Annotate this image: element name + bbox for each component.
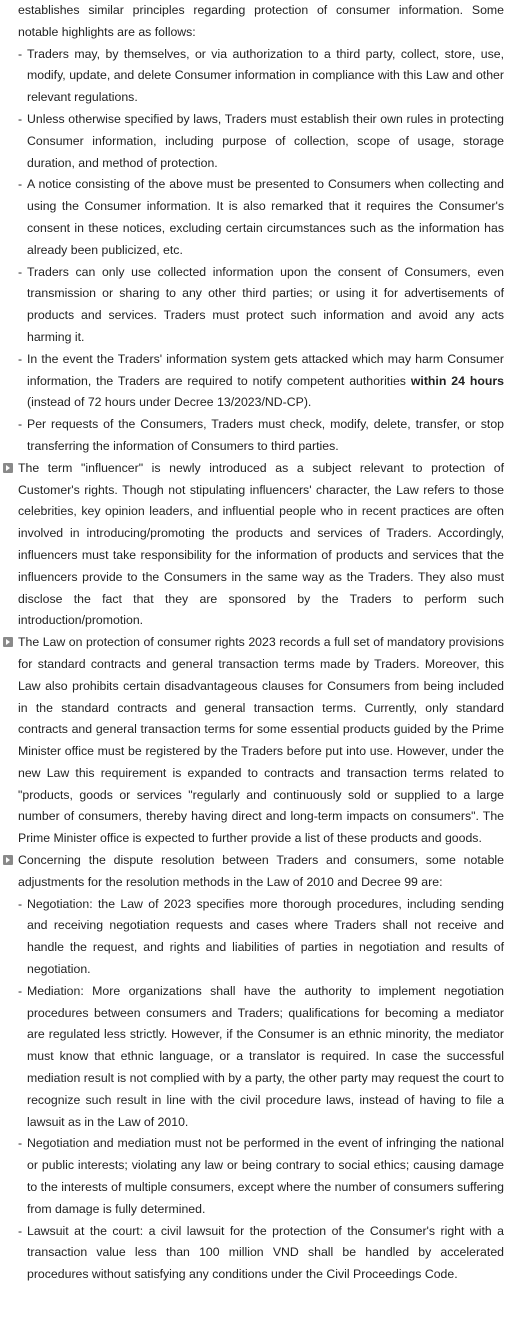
arrow-bullet-icon: [3, 463, 13, 473]
dispute-methods-list: [18, 894, 504, 1286]
arrow-bullet-icon: [3, 855, 13, 865]
dash-marker: -: [18, 264, 23, 279]
list-item-text: Mediation: More organizations shall have the authority to implement negotiation procedures between consumers and Traders; qualifications for becoming a mediator are regulated less strictly. However, if the Consumer is an ethnic minority, the mediator must know that ethnic language, or a translator is required. In case the successful mediation result is not complied with by a party, the other party may request the court to recognize such result in line with the civil procedure laws, instead of having to file a lawsuit as in the Law of 2010.: [27, 983, 504, 1129]
list-item: [18, 109, 504, 174]
intro-paragraph: establishes similar principles regarding protection of consumer information. Some notable highlights are as follows:: [18, 3, 504, 39]
dash-marker: -: [18, 46, 23, 61]
list-item-text: Traders can only use collected information upon the consent of Consumers, even transmission or sharing to any other third parties; or using it for advertisements of products and services. Traders must protect such information and avoid any acts harming it.: [27, 264, 504, 344]
dash-marker: -: [18, 983, 23, 998]
dash-marker: -: [18, 417, 23, 432]
dispute-section: [18, 850, 504, 894]
list-item-text: A notice consisting of the above must be presented to Consumers when collecting and using the Consumer information. It is also remarked that it requires the Consumer's consent in these notices, excluding certain circumstances such as the information has already been publicized, etc.: [27, 177, 504, 257]
list-item-text: Negotiation: the Law of 2023 specifies more thorough procedures, including sending and receiving negotiation requests and cases where Traders shall not receive and handle the request, and rights and liabilities of parties in negotiation and results of negotiation.: [27, 896, 504, 977]
dispute-paragraph: Concerning the dispute resolution between Traders and consumers, some notable adjustments for the resolution methods in the Law of 2010 and Decree 99 are:: [18, 853, 504, 889]
list-item-text: (instead of 72 hours under Decree 13/2023/ND-CP).: [27, 395, 312, 410]
contracts-paragraph: The Law on protection of consumer rights 2023 records a full set of mandatory provisions for standard contracts and general transaction terms made by Traders. Moreover, this Law also prohibits certain disadvantageous clauses for Consumers from being included in the standard contracts and general transaction terms. Currently, only standard contracts and general transaction terms for some essential products guided by the Prime Minister office must be registered by the Traders before put into use. However, under the new Law this requirement is expanded to contracts and transaction terms related to "products, goods or services "regularly and continuously sold or supplied to a large number of consumers, thereby having direct and long-term impacts on consumers". The Prime Minister office is expected to further provide a list of these products and goods.: [18, 635, 504, 846]
contracts-section: [18, 632, 504, 850]
list-item-text: Traders may, by themselves, or via authorization to a third party, collect, store, use, modify, update, and delete Consumer information in compliance with this Law and other relevant regulations.: [27, 46, 504, 105]
list-item: [18, 44, 504, 109]
list-item: [18, 414, 504, 458]
emphasis-text: within 24 hours: [410, 373, 505, 388]
list-item: [18, 1221, 504, 1286]
dash-marker: -: [18, 896, 23, 911]
influencer-paragraph: The term "influencer" is newly introduced as a subject relevant to protection of Customer's rights. Though not stipulating influencers' character, the Law refers to those celebrities, key opinion leaders, and influential people who in recent practices are often involved in introducing/promoting the products and services of Traders. Accordingly, influencers must take responsibility for the information of products and services that the influencers provide to the Consumers in the same way as the Traders. They also must disclose the fact that they are sponsored by the Traders to perform such introduction/promotion.: [18, 460, 504, 628]
dash-marker: -: [18, 177, 23, 192]
list-item-text: Lawsuit at the court: a civil lawsuit for the protection of the Consumer's right with a transaction value less than 100 million VND shall be handled by accelerated procedures without satisfying any conditions under the Civil Proceedings Code.: [27, 1223, 504, 1282]
list-item-text: Unless otherwise specified by laws, Traders must establish their own rules in protecting Consumer information, including purpose of collection, scope of usage, storage duration, and method of protection.: [27, 111, 504, 170]
list-item: [18, 349, 504, 414]
list-item-text: Negotiation and mediation must not be performed in the event of infringing the national or public interests; violating any law or being contrary to social ethics; causing damage to the interests of multiple consumers, except where the number of consumers suffering from damage is fully determined.: [27, 1136, 504, 1216]
dash-marker: -: [18, 111, 23, 126]
list-item: [18, 981, 504, 1134]
list-item: [18, 1133, 504, 1220]
arrow-bullet-icon: [3, 637, 13, 647]
dash-marker: -: [18, 351, 23, 366]
list-item: [18, 894, 504, 981]
dash-marker: -: [18, 1136, 23, 1151]
list-item: [18, 174, 504, 261]
dash-marker: -: [18, 1223, 23, 1238]
info-protection-list: [18, 44, 504, 458]
influencer-section: [18, 458, 504, 632]
list-item-text: Per requests of the Consumers, Traders must check, modify, delete, transfer, or stop transferring the information of Consumers to third parties.: [27, 417, 504, 453]
list-item: [18, 262, 504, 349]
list-item-text: In the event the Traders' information system gets attacked which may harm Consumer information, the Traders are required to notify competent authorities: [27, 351, 504, 388]
